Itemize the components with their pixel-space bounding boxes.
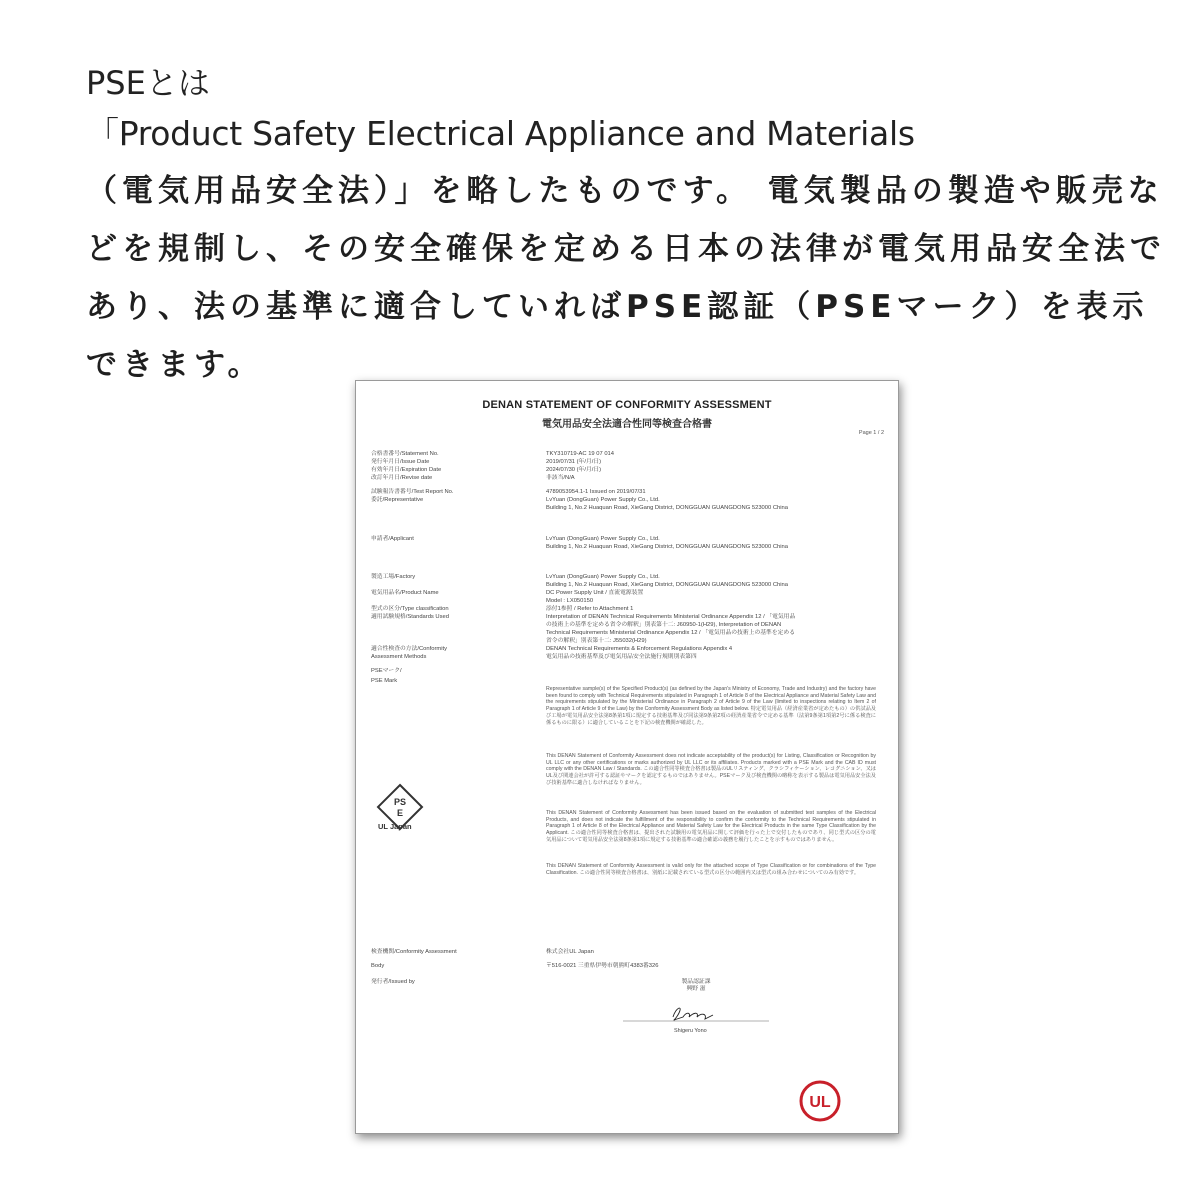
field-value: Model : LX050150 <box>546 598 594 604</box>
field-value: 4789053954.1-1 Issued on 2019/07/31 <box>546 489 646 495</box>
field-value: 株式会社UL Japan <box>546 949 594 955</box>
field-value: Building 1, No.2 Huaquan Road, XieGang District, DONGGUAN GUANGDONG 523000 China <box>546 582 788 588</box>
svg-text:E: E <box>396 808 404 818</box>
svg-text:UL: UL <box>809 1094 831 1111</box>
field-label: Body <box>371 963 385 969</box>
field-value: 2024/07/30 (年/月/日) <box>546 467 602 473</box>
statement-paragraph: Representative sample(s) of the Specified Product(s) (as defined by the Japan's Ministry of Economy, Trade and Industry) and the factory have been found to comply with Technical Requirements stipulated in Paragraph 1 of Article 8 of the Electrical Appliance and Material Safety Law and the requirements stipulated by the Ministerial Ordinance in Paragraph 2 of Article 9 of the Law (limited to inspections relating to Item 2 of Paragraph 1 of Article 9 of the Law) by the Conformity Assessment Body as listed below. 特定電気用品（経済産業省が定めたもの）の供試品及び工場が電気用品安全法第8条第1項に規定する技術基準及び同法第9条第2項の経済産業省令で定める基準（法第9条第1項第2号に係る検査に係るものに限る）に適合していることを下記の検査機関が確認した。 <box>546 686 876 726</box>
field-label: 製造工場/Factory <box>371 574 416 580</box>
field-label: 合格書番号/Statement No. <box>371 451 439 457</box>
certificate-subtitle: 電気用品安全法適合性同等検査合格書 <box>542 419 712 430</box>
field-value: DC Power Supply Unit / 直流電源装置 <box>546 590 644 596</box>
intro-heading: PSEとは <box>86 64 210 102</box>
field-label: 委託/Representative <box>371 497 424 503</box>
signature-dept: 製品認証課 <box>681 979 711 985</box>
field-value: 添付1参照 / Refer to Attachment 1 <box>546 606 634 612</box>
field-value: の技術上の基準を定める省令の解釈」別表第十二: J60950-1(H29), Interpretation of DENAN <box>546 622 782 628</box>
field-value: 〒516-0021 三重県伊勢市朝熊町4383番326 <box>546 963 659 969</box>
pse-mark-icon <box>372 781 428 841</box>
field-label: 改訂年月日/Revise date <box>371 475 433 481</box>
field-label: PSE Mark <box>371 678 398 684</box>
handwritten-signature <box>621 999 771 1029</box>
signature-name-en: Shigeru Yono <box>674 1028 707 1034</box>
field-value: LvYuan (DongGuan) Power Supply Co., Ltd. <box>546 536 660 542</box>
page-number: Page 1 / 2 <box>858 430 884 436</box>
statement-paragraph: This DENAN Statement of Conformity Assessment does not indicate acceptability of the product(s) for Listing, Classification or Recognition by UL LLC or any other certifications or marks authorized by UL LLC or its affiliates. Products marked with a PSE Mark and the CAB ID must comply with the DENAN Law / Standards. この適合性同等検査合格書は製品のULリスティング、クラシフィケーション、レコグニション、又はUL及び関連会社が許可する認証やマークを認定するものではありません。PSEマーク及び検査機関の略称を表示する製品は電気用品安全法及び技術基準に適合しなければなりません。 <box>546 753 876 786</box>
field-value: 電気用品の技術基準及び電気用品安全法施行規則別表第四 <box>546 654 697 660</box>
signature-name-jp: 興野 滋 <box>686 986 706 993</box>
signature-block <box>616 979 776 994</box>
field-label: 有効年月日/Expiration Date <box>371 467 442 473</box>
field-value: Building 1, No.2 Huaquan Road, XieGang District, DONGGUAN GUANGDONG 523000 China <box>546 505 788 511</box>
field-label: 電気用品名/Product Name <box>371 590 439 596</box>
intro-term: 「Product Safety Electrical Appliance and Materials <box>86 114 915 153</box>
field-label: 型式の区分/Type classification <box>371 606 449 612</box>
field-value: LvYuan (DongGuan) Power Supply Co., Ltd. <box>546 574 660 580</box>
statement-paragraph: This DENAN Statement of Conformity Assessment is valid only for the attached scope of Type Classification or for combinations of the Type Classification. この適合性同等検査合格書は、別紙に記載されている型式の区分の範囲内又は型式の組み合わせについてのみ有効です。 <box>546 863 876 876</box>
field-value: TKY310719-AC 19 07 014 <box>546 451 615 457</box>
field-label: 試験報告書番号/Test Report No. <box>371 489 454 495</box>
field-value: LvYuan (DongGuan) Power Supply Co., Ltd. <box>546 497 660 503</box>
field-label: 適用試験規格/Standards Used <box>371 614 449 620</box>
statement-paragraph: This DENAN Statement of Conformity Assessment has been issued based on the evaluation of submitted test samples of the Electrical Products, and does not indicate the fulfillment of the responsibility to confirm the conformity to the Technical Requirements stipulated in Paragraph 1 of Article 8 of the Electrical Appliance and Material Safety Law for the Electrical Products in the same Type Classification by the Applicant. この適合性同等検査合格書は、提出された試験用の電気用品に関して評価を行った上で交付したものであり、同じ型式の区分の電気用品について電気用品安全法第8条第1項に規定する技術基準の適合確認の義務を履行したことを示すものではありません。 <box>546 810 876 843</box>
field-label: Assessment Methods <box>371 654 427 660</box>
field-value: 2019/07/31 (年/月/日) <box>546 459 602 465</box>
field-value: Technical Requirements Ministerial Ordinance Appendix 12 / 「電気用品の技術上の基準を定める <box>546 630 796 636</box>
svg-text:PS: PS <box>393 797 407 807</box>
intro-description: （電気用品安全法）」を略したものです。 電気製品の製造や販売などを規制し、その安全確保を定める日本の法律が電気用品安全法であり、法の基準に適合していればPSE認証（PSEマーク）を表示できます。 <box>86 173 1166 383</box>
certificate <box>356 381 898 1133</box>
field-label: 発行者/Issued by <box>371 979 415 985</box>
ul-logo-icon <box>796 1077 844 1125</box>
certificate-title: DENAN STATEMENT OF CONFORMITY ASSESSMENT <box>482 399 772 411</box>
field-value: 非該当/N/A <box>546 475 575 481</box>
field-label: 発行年月日/Issue Date <box>371 459 430 465</box>
field-value: DENAN Technical Requirements & Enforcement Regulations Appendix 4 <box>546 646 733 652</box>
field-label: 適合性検査の方法/Conformity <box>371 646 448 652</box>
field-value: Building 1, No.2 Huaquan Road, XieGang District, DONGGUAN GUANGDONG 523000 China <box>546 544 788 550</box>
field-label: 申請者/Applicant <box>371 536 414 542</box>
field-value: Interpretation of DENAN Technical Requirements Ministerial Ordinance Appendix 12 / 「電気用品 <box>546 614 796 620</box>
certificate-image <box>355 380 899 1134</box>
field-label: PSEマーク/ <box>371 668 402 674</box>
field-value: 省令の解釈」別表第十二: J55032(H29) <box>546 638 647 644</box>
field-label: 検査機関/Conformity Assessment <box>371 949 457 955</box>
intro-text <box>86 58 1166 394</box>
pse-mark-caption: UL Japan <box>378 822 412 831</box>
